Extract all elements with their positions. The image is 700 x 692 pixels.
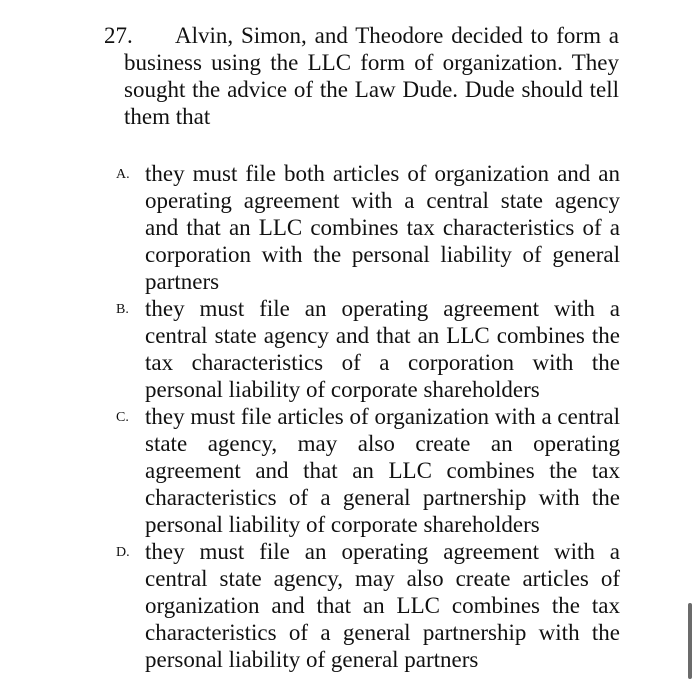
option-c-letter: C. [116, 410, 129, 425]
option-b-letter: B. [116, 302, 129, 317]
option-d-text: they must file an operating agreement with a central state agency, may also create articles of organization and that an LLC combines the tax characteristics of a general partnership with the personal liability of general partners [145, 539, 620, 672]
option-a-letter: A. [116, 167, 130, 182]
option-b[interactable] [114, 295, 620, 403]
option-b-text: they must file an operating agreement with a central state agency and that an LLC combines the tax characteristics of a corporation with the personal liability of corporate shareholders [145, 296, 620, 402]
option-c[interactable] [114, 403, 620, 538]
option-a[interactable] [114, 160, 620, 295]
option-d-letter: D. [116, 545, 130, 560]
option-a-text: they must file both articles of organization and an operating agreement with a central state agency and that an LLC combines tax characteristics of a corporation with the personal liability of general partners [145, 161, 620, 294]
scrollbar-thumb[interactable] [688, 603, 692, 679]
question-number: 27. [104, 23, 133, 48]
question-stem: Alvin, Simon, and Theodore decided to form a business using the LLC form of organization. They sought the advice of the Law Dude. Dude should tell them that [124, 23, 619, 129]
option-c-text: they must file articles of organization with a central state agency, may also create an operating agreement and that an LLC combines the tax characteristics of a general partnership with the personal liability of corporate shareholders [145, 404, 620, 537]
option-d[interactable] [114, 538, 620, 673]
answer-options [114, 160, 620, 673]
